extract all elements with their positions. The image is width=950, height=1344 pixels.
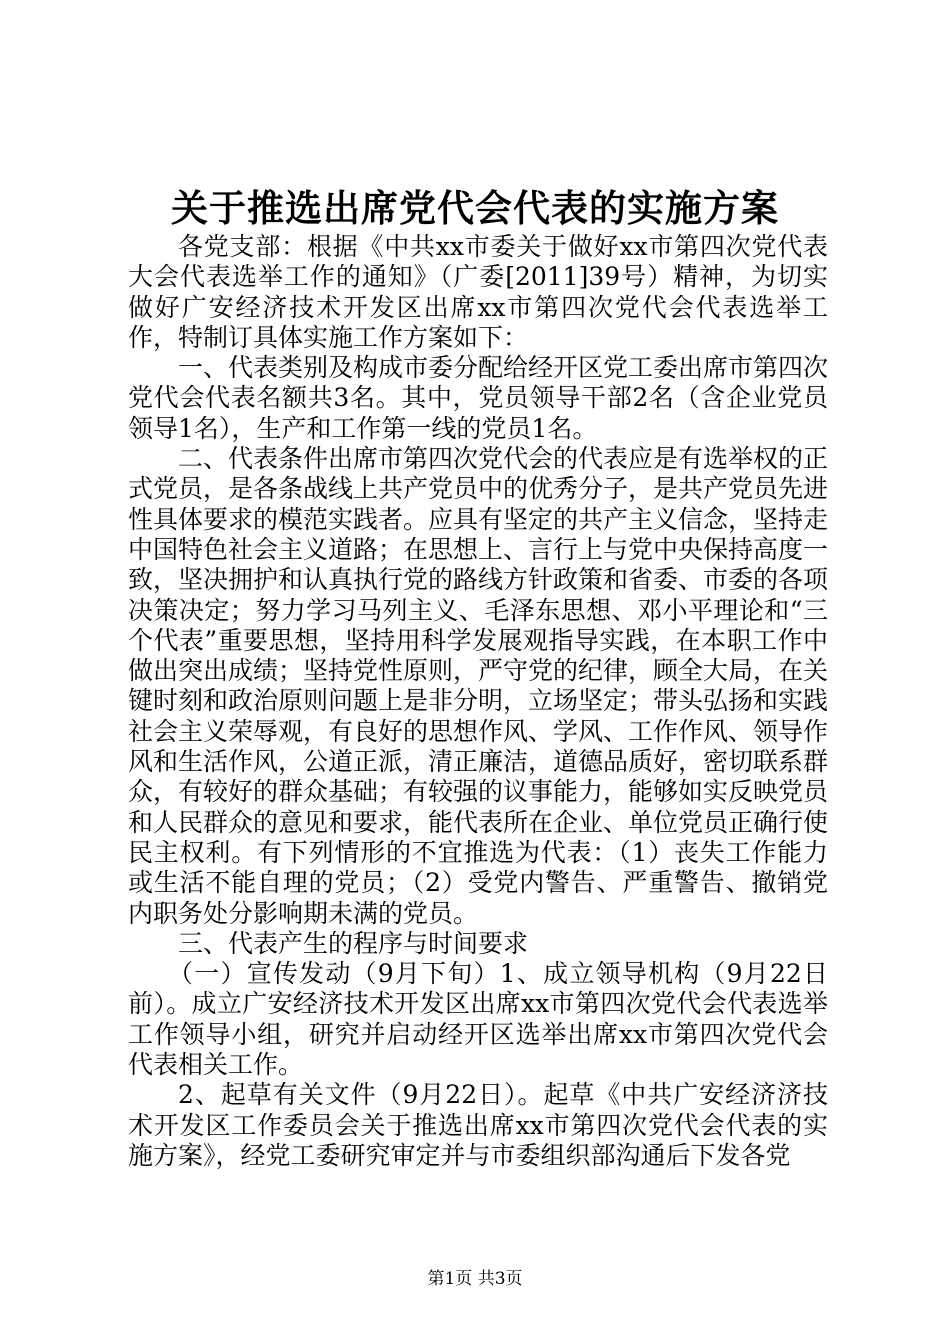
paragraph-section-2: 二、代表条件出席市第四次党代会的代表应是有选举权的正式党员，是各条战线上共产党员中的优秀分子，是共产党员先进性具体要求的模范实践者。应具有坚定的共产主义信念，坚持走中国特色社会主义道路；在思想上、言行上与党中央保持高度一致，坚决拥护和认真执行党的路线方针政策和省委、市委的各项决策决定；努力学习马列主义、毛泽东思想、邓小平理论和“三个代表”重要思想，坚持用科学发展观指导实践，在本职工作中做出突出成绩；坚持党性原则，严守党的纪律，顾全大局，在关键时刻和政治原则问题上是非分明，立场坚定；带头弘扬和实践社会主义荣辱观，有良好的思想作风、学风、工作作风、领导作风和生活作风，公道正派，清正廉洁，道德品质好，密切联系群众，有较好的群众基础；有较强的议事能力，能够如实反映党员和人民群众的意见和要求，能代表所在企业、单位党员正确行使民主权利。有下列情形的不宜推选为代表：（1）丧失工作能力或生活不能自理的党员；（2）受党内警告、严重警告、撤销党内职务处分影响期未满的党员。: [128, 444, 829, 928]
document-title: 关于推选出席党代会代表的实施方案: [171, 186, 779, 230]
paragraph-section-1: 一、代表类别及构成市委分配给经开区党工委出席市第四次党代会代表名额共3名。其中，党员领导干部2名（含企业党员领导1名），生产和工作第一线的党员1名。: [128, 353, 829, 443]
page-number-footer: 第1页 共3页: [427, 1269, 523, 1289]
paragraph-intro: 各党支部：根据《中共xx市委关于做好xx市第四次党代表大会代表选举工作的通知》（广委[2011]39号）精神，为切实做好广安经济技术开发区出席xx市第四次党代会代表选举工作，特制订具体实施工作方案如下：: [128, 232, 828, 352]
document-body: [128, 232, 828, 1171]
paragraph-subsection-1: （一）宣传发动（9月下旬）1、成立领导机构（9月22日前）。成立广安经济技术开发区出席xx市第四次党代会代表选举工作领导小组，研究并启动经开区选举出席xx市第四次党代会代表相关工作。: [128, 959, 828, 1080]
paragraph-section-3-heading: 三、代表产生的程序与时间要求: [178, 928, 529, 958]
paragraph-item-2: 2、起草有关文件（9月22日）。起草《中共广安经济济技术开发区工作委员会关于推选出席xx市第四次党代会代表的实施方案》，经党工委研究审定并与市委组织部沟通后下发各党: [128, 1080, 828, 1170]
